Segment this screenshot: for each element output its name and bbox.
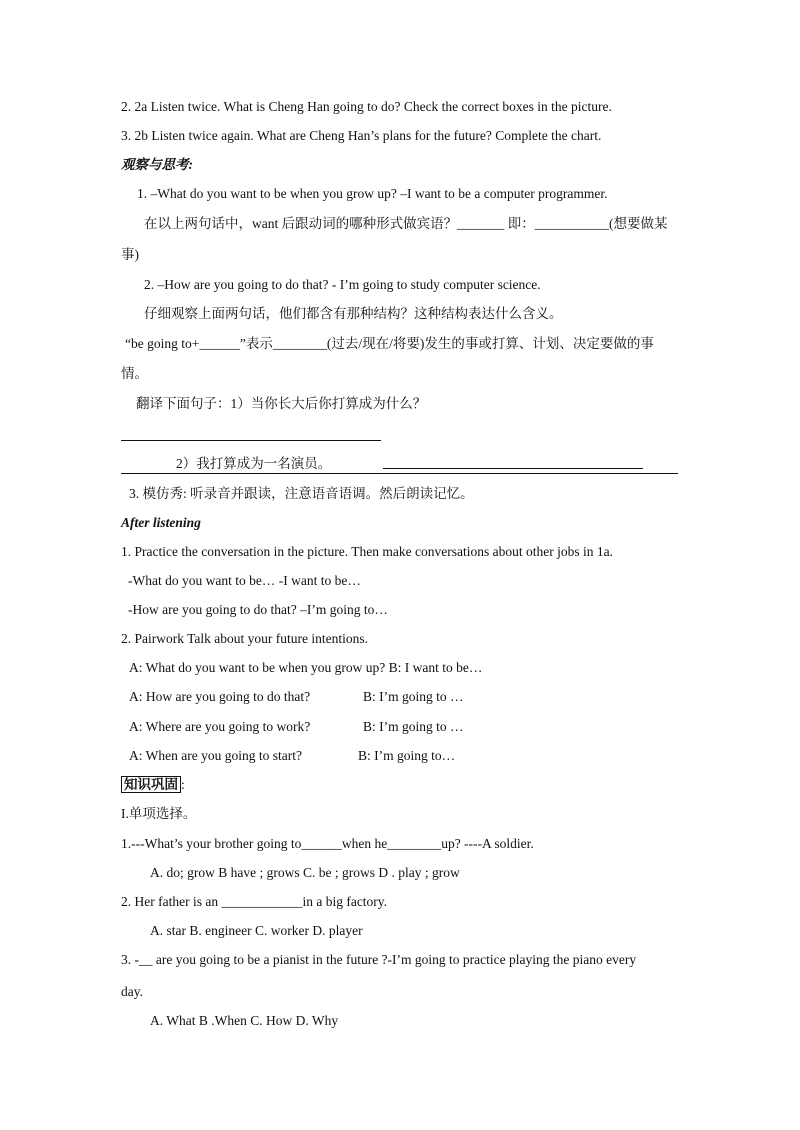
after-listening-2: 2. Pairwork Talk about your future intentions.	[121, 631, 369, 646]
multiple-choice-heading: I.单项选择。	[121, 806, 197, 821]
after-listening-heading: After listening	[121, 515, 201, 530]
observe-sentence-2: 2. –How are you going to do that? - I’m going to study computer science.	[144, 277, 541, 292]
after-listening-1-line-b: -How are you going to do that? –I’m going to…	[128, 602, 388, 617]
consolidate-heading-wrap	[121, 776, 185, 794]
translate-task-2: 2）我打算成为一名演员。	[176, 456, 332, 471]
observe-heading: 观察与思考:	[121, 157, 193, 172]
after-listening-1: 1. Practice the conversation in the picture. Then make conversations about other jobs in 1a.	[121, 544, 613, 559]
consolidate-heading: 知识巩固	[121, 776, 181, 793]
question-3-cont: day.	[121, 984, 143, 999]
observe-question-1-cont: 事)	[121, 247, 139, 262]
pairwork-line-4-a: A: When are you going to start?	[129, 748, 302, 763]
exercise-2a: 2. 2a Listen twice. What is Cheng Han going to do? Check the correct boxes in the picture.	[121, 99, 612, 114]
observe-question-1: 在以上两句话中，want 后跟动词的哪种形式做宾语？_______ 即：___________(想要做某	[144, 216, 668, 231]
question-1-options: A. do; grow B have ; grows C. be ; grows D . play ; grow	[150, 865, 460, 880]
pairwork-line-2-b: B: I’m going to …	[363, 689, 464, 704]
divider-line	[121, 473, 678, 474]
question-1: 1.---What’s your brother going to______when he________up? ----A soldier.	[121, 836, 534, 851]
answer-line-2	[383, 468, 643, 469]
answer-line-1	[121, 440, 381, 441]
translate-task: 翻译下面句子：1）当你长大后你打算成为什么？	[136, 396, 427, 411]
pairwork-line-3-a: A: Where are you going to work?	[129, 719, 311, 734]
imitate-task: 3. 模仿秀: 听录音并跟读，注意语音语调。然后朗读记忆。	[129, 486, 474, 501]
question-3-options: A. What B .When C. How D. Why	[150, 1013, 339, 1028]
pairwork-line-1: A: What do you want to be when you grow up? B: I want to be…	[129, 660, 483, 675]
pairwork-line-3-b: B: I’m going to …	[363, 719, 464, 734]
pairwork-line-2-a: A: How are you going to do that?	[129, 689, 311, 704]
be-going-to-rule-cont: 情。	[121, 366, 148, 381]
consolidate-colon: :	[181, 777, 185, 792]
after-listening-1-line-a: -What do you want to be… -I want to be…	[128, 573, 361, 588]
observe-sentence-1: 1. –What do you want to be when you grow up? –I want to be a computer programmer.	[137, 186, 608, 201]
observe-question-2: 仔细观察上面两句话，他们都含有那种结构？这种结构表达什么含义。	[144, 306, 563, 321]
pairwork-line-4-b: B: I’m going to…	[358, 748, 456, 763]
question-3: 3. -__ are you going to be a pianist in the future ?-I’m going to practice playing the piano every	[121, 952, 637, 967]
be-going-to-rule: “be going to+______”表示________(过去/现在/将要)发生的事或打算、计划、决定要做的事	[125, 336, 654, 351]
question-2-options: A. star B. engineer C. worker D. player	[150, 923, 363, 938]
exercise-2b: 3. 2b Listen twice again. What are Cheng Han’s plans for the future? Complete the chart.	[121, 128, 602, 143]
question-2: 2. Her father is an ____________in a big factory.	[121, 894, 388, 909]
